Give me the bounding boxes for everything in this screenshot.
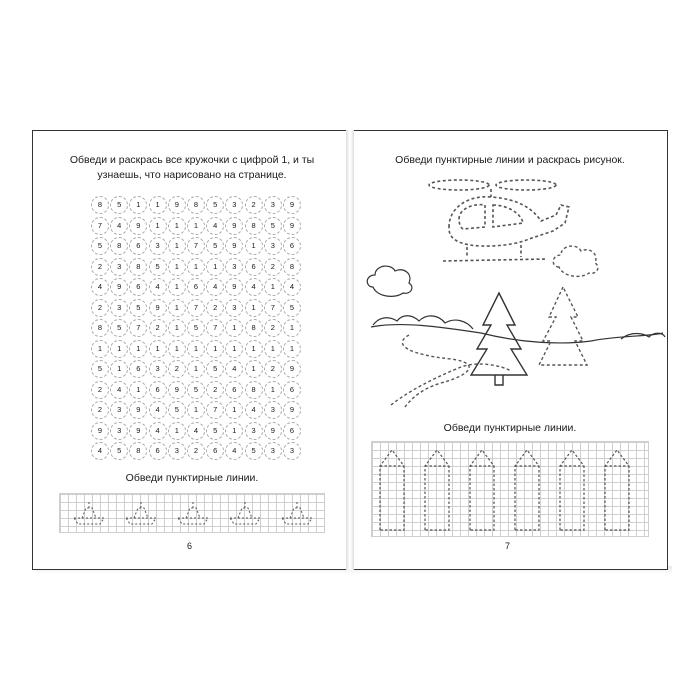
- number-circle: 1: [91, 340, 109, 358]
- number-circle: 2: [168, 360, 186, 378]
- number-circle: 6: [206, 442, 224, 460]
- number-circle: 5: [91, 237, 109, 255]
- number-circle: 1: [283, 319, 301, 337]
- number-circle: 6: [149, 381, 167, 399]
- boat-dashed: [126, 502, 156, 524]
- helicopter-window-left: [459, 205, 485, 229]
- number-circle: 3: [283, 442, 301, 460]
- boat-dashed: [282, 502, 312, 524]
- number-circle: 1: [110, 340, 128, 358]
- number-circle: 4: [149, 422, 167, 440]
- pencil-dashed: [605, 450, 629, 530]
- number-circle: 7: [129, 319, 147, 337]
- number-circle: 1: [168, 340, 186, 358]
- left-page-subtitle: Обведи пунктирные линии.: [125, 472, 259, 484]
- number-circle: 8: [129, 258, 147, 276]
- number-circle: 2: [206, 381, 224, 399]
- number-circle: 1: [264, 381, 282, 399]
- number-circle: 3: [110, 422, 128, 440]
- number-circle: 6: [283, 237, 301, 255]
- number-circle: 5: [91, 360, 109, 378]
- pencil-dashed: [515, 450, 539, 530]
- road-dashed: [402, 335, 469, 407]
- boat-dashed: [178, 502, 208, 524]
- number-circle: 1: [187, 401, 205, 419]
- number-circle: 1: [206, 340, 224, 358]
- number-circle: 1: [168, 422, 186, 440]
- number-circle: 1: [168, 217, 186, 235]
- number-circle: 8: [245, 319, 263, 337]
- number-circle: 4: [225, 442, 243, 460]
- pencil-dashed: [380, 450, 404, 530]
- number-circle: 9: [149, 299, 167, 317]
- number-circle: 2: [149, 319, 167, 337]
- pencil-tracing-lines: [372, 442, 650, 538]
- number-circle: 8: [245, 381, 263, 399]
- number-circle: 5: [110, 196, 128, 214]
- number-circle: 7: [206, 401, 224, 419]
- number-circle: 5: [187, 381, 205, 399]
- number-circle: 2: [91, 401, 109, 419]
- number-circle: 6: [129, 237, 147, 255]
- number-circle: 3: [264, 196, 282, 214]
- cloud-dashed: [553, 246, 598, 276]
- number-circle: 3: [110, 299, 128, 317]
- helicopter-landscape-drawing: [351, 175, 669, 415]
- number-circle: 9: [129, 401, 147, 419]
- number-circle: 3: [110, 401, 128, 419]
- number-circle: 4: [149, 278, 167, 296]
- number-circle: 1: [187, 360, 205, 378]
- right-page-number: 7: [505, 541, 511, 551]
- number-circle: 1: [168, 237, 186, 255]
- number-circle: 1: [264, 278, 282, 296]
- number-circle: 2: [264, 360, 282, 378]
- number-circle: 1: [225, 319, 243, 337]
- road-dashed-2: [391, 364, 511, 405]
- number-circle: 4: [110, 381, 128, 399]
- number-circle: 9: [91, 422, 109, 440]
- number-circle: 5: [206, 360, 224, 378]
- number-circle: 2: [91, 381, 109, 399]
- number-circle: 3: [264, 442, 282, 460]
- number-circle: 1: [129, 340, 147, 358]
- number-circle: 3: [264, 401, 282, 419]
- rotor-left: [429, 180, 489, 190]
- number-circle: 3: [168, 442, 186, 460]
- number-circle: 6: [187, 278, 205, 296]
- number-circle: 9: [283, 217, 301, 235]
- number-circle: 1: [245, 340, 263, 358]
- rotor-right: [496, 180, 556, 190]
- number-circle: 6: [149, 442, 167, 460]
- number-circle: 9: [129, 422, 147, 440]
- number-circle: 8: [283, 258, 301, 276]
- right-page-subtitle: Обведи пунктирные линии.: [443, 422, 577, 434]
- right-page: [350, 130, 668, 570]
- number-circle: 5: [245, 442, 263, 460]
- number-circle: 5: [187, 319, 205, 337]
- number-circle: 3: [110, 258, 128, 276]
- number-circle: 4: [206, 278, 224, 296]
- left-title-line-2: узнаешь, что нарисовано на странице.: [97, 169, 287, 181]
- skid-legs: [467, 245, 521, 257]
- tree-dashed: [539, 287, 587, 365]
- number-circle: 1: [187, 340, 205, 358]
- number-circle: 4: [149, 401, 167, 419]
- number-circle: 3: [225, 299, 243, 317]
- number-circle: 1: [149, 340, 167, 358]
- number-circle: 7: [206, 319, 224, 337]
- boat-dashed: [74, 502, 104, 524]
- number-circle: 2: [264, 258, 282, 276]
- helicopter-dashed-outline: [429, 180, 569, 261]
- boat-tracing-grid: [59, 493, 325, 533]
- number-circle: 2: [187, 442, 205, 460]
- number-circle: 4: [245, 401, 263, 419]
- number-circle: 2: [245, 196, 263, 214]
- tree-trunk: [495, 375, 503, 385]
- number-circle: 6: [129, 278, 147, 296]
- pencil-dashed: [560, 450, 584, 530]
- number-circle: 8: [110, 237, 128, 255]
- cloud-solid: [367, 266, 412, 296]
- number-circle: 9: [129, 217, 147, 235]
- number-circle: 1: [149, 217, 167, 235]
- number-circle: 3: [149, 237, 167, 255]
- number-circle: 5: [110, 442, 128, 460]
- number-circle: 2: [206, 299, 224, 317]
- number-circle: 2: [264, 319, 282, 337]
- number-circle: 1: [225, 401, 243, 419]
- number-circle: 5: [206, 196, 224, 214]
- number-circle: 1: [245, 237, 263, 255]
- helicopter-body: [449, 197, 569, 246]
- number-circle: 1: [225, 340, 243, 358]
- number-circle: 5: [264, 217, 282, 235]
- number-circle: 8: [91, 196, 109, 214]
- number-circle: 9: [283, 196, 301, 214]
- bushes-outline: [373, 316, 473, 329]
- number-circle: 1: [264, 340, 282, 358]
- helicopter-window-right: [493, 205, 523, 227]
- number-circle: 8: [91, 319, 109, 337]
- number-circle: 5: [283, 299, 301, 317]
- number-circle: 1: [187, 217, 205, 235]
- number-circle: 5: [206, 237, 224, 255]
- number-circle: 5: [168, 401, 186, 419]
- book-spine: [346, 130, 354, 570]
- number-circle: 9: [225, 278, 243, 296]
- number-circle: 5: [110, 319, 128, 337]
- number-circle: 1: [149, 196, 167, 214]
- number-circle: 9: [225, 217, 243, 235]
- number-circle: 8: [187, 196, 205, 214]
- number-circle: 1: [245, 299, 263, 317]
- number-circle: 5: [129, 299, 147, 317]
- number-circle: 9: [168, 381, 186, 399]
- number-circle: 3: [264, 237, 282, 255]
- number-circle: 1: [168, 299, 186, 317]
- number-circle: 7: [91, 217, 109, 235]
- number-circle: 2: [91, 258, 109, 276]
- number-circle: 3: [225, 258, 243, 276]
- left-page: [32, 130, 350, 570]
- number-circle: 4: [206, 217, 224, 235]
- boat-tracing-lines: [60, 494, 326, 534]
- number-circle: 4: [187, 422, 205, 440]
- number-circle: 1: [283, 340, 301, 358]
- number-circle: 5: [206, 422, 224, 440]
- open-book: [32, 130, 668, 570]
- number-circle: 2: [91, 299, 109, 317]
- number-circle: 6: [225, 381, 243, 399]
- number-circle: 9: [168, 196, 186, 214]
- number-circle: 1: [129, 381, 147, 399]
- number-circle: 1: [245, 360, 263, 378]
- number-circle: 4: [91, 278, 109, 296]
- number-circle: 3: [149, 360, 167, 378]
- number-circle: 9: [283, 360, 301, 378]
- number-circle: 1: [129, 196, 147, 214]
- number-circle: 9: [225, 237, 243, 255]
- number-circle: 1: [187, 258, 205, 276]
- number-circle: 1: [168, 319, 186, 337]
- number-circle: 8: [129, 442, 147, 460]
- number-circle: 9: [264, 422, 282, 440]
- pencil-dashed: [425, 450, 449, 530]
- number-circle: 6: [245, 258, 263, 276]
- number-circle: 9: [110, 278, 128, 296]
- number-circle: 4: [91, 442, 109, 460]
- number-circle: 6: [129, 360, 147, 378]
- number-circle: 1: [225, 422, 243, 440]
- number-circle: 6: [283, 381, 301, 399]
- number-circle: 1: [168, 258, 186, 276]
- number-circle: 4: [283, 278, 301, 296]
- number-circle: 1: [206, 258, 224, 276]
- number-circle: 7: [187, 237, 205, 255]
- number-circle: 1: [110, 360, 128, 378]
- number-circle: 7: [187, 299, 205, 317]
- horizon-line: [371, 325, 663, 343]
- left-title-line-1: Обведи и раскрась все кружочки с цифрой 1, и ты: [69, 154, 315, 166]
- boat-dashed: [230, 502, 260, 524]
- number-circle: 7: [264, 299, 282, 317]
- landing-skid: [443, 259, 547, 261]
- number-circle: 5: [149, 258, 167, 276]
- number-circle: 4: [110, 217, 128, 235]
- right-page-title: Обведи пунктирные линии и раскрась рисунок.: [395, 154, 625, 166]
- left-page-number: 6: [187, 541, 193, 551]
- number-circle: 4: [225, 360, 243, 378]
- number-circle: 3: [225, 196, 243, 214]
- number-circle: 1: [168, 278, 186, 296]
- number-circle: 4: [245, 278, 263, 296]
- tree-solid: [471, 293, 527, 375]
- left-page-title: [43, 153, 341, 183]
- number-circle: 3: [245, 422, 263, 440]
- number-circle: 9: [283, 401, 301, 419]
- pencil-tracing-grid: [371, 441, 649, 537]
- number-circle: 6: [283, 422, 301, 440]
- number-circle: 8: [245, 217, 263, 235]
- pencil-dashed: [470, 450, 494, 530]
